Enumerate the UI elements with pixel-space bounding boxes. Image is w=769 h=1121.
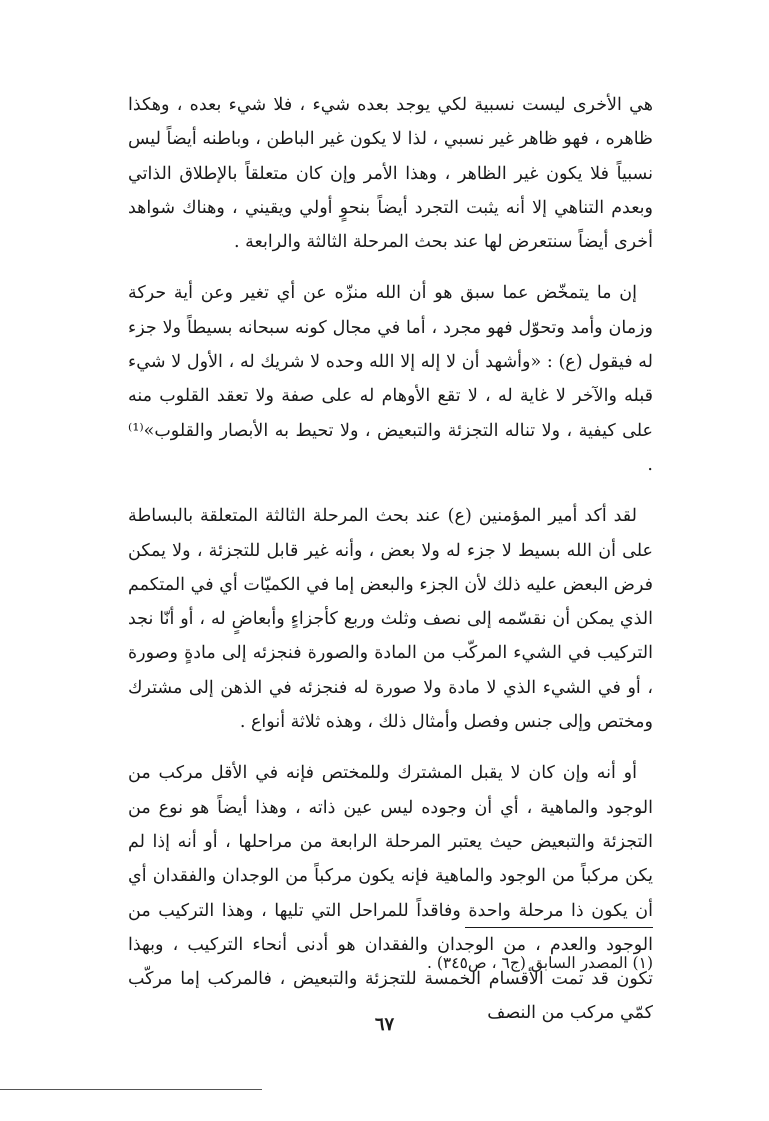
paragraph-3: لقد أكد أمير المؤمنين (ع) عند بحث المرحلة الثالثة المتعلقة بالبساطة على أن الله بسيط لا جزء له ولا بعض ، وأنه غير قابل للتجزئة ، ولا يمكن فرض البعض عليه ذلك لأن الجزء والبعض إما في الكميّات أي في المتكمم الذي يمكن أن نقسّمه إلى نصف وثلث وربع كأجزاءٍ وأبعاضٍ له ، أو أنّا نجد التركيب في الشيء المركّب من المادة والصورة فنجزئه إلى مادةٍ وصورة ، أو في الشيء الذي لا مادة ولا صورة له فنجزئه في الذهن إلى مشترك ومختص وإلى جنس وفصل وأمثال ذلك ، وهذه ثلاثة أنواع .: [128, 506, 653, 733]
body-text: [128, 88, 653, 1048]
footnote-divider: [465, 927, 653, 928]
footnote: (١) المصدر السابق (ج٦ ، ص٣٤٥) .: [427, 954, 653, 972]
paragraph-2: إن ما يتمخّض عما سبق هو أن الله منزّه عن أي تغير وعن أية حركة وزمان وأمد وتحوّل فهو مجرد ، أما في مجال كونه سبحانه بسيطاً ولا جزء له فيقول (ع) : «وأشهد أن لا إله إلا الله وحده لا شريك له ، الأول لا شيء قبله والآخر لا غاية له ، لا تقع الأوهام له على صفة ولا تعقد القلوب منه على كيفية ، ولا تناله التجزئة والتبعيض ، ولا تحيط به الأبصار والقلوب»⁽¹⁾ .: [128, 283, 653, 475]
paragraph-1: هي الأخرى ليست نسبية لكي يوجد بعده شيء ، فلا شيء بعده ، وهكذا ظاهره ، فهو ظاهر غير نسبي ، لذا لا يكون غير الباطن ، وباطنه أيضاً ليس نسبياً فلا يكون غير الظاهر ، وهذا الأمر وإن كان متعلقاً بالإطلاق الذاتي وبعدم التناهي إلا أنه يثبت التجرد أيضاً بنحوٍ أولي ويقيني ، وهناك شواهد أخرى أيضاً سنتعرض لها عند بحث المرحلة الثالثة والرابعة .: [128, 95, 653, 253]
scan-edge-line: [0, 1089, 262, 1090]
page-number: ٦٧: [374, 1014, 395, 1035]
paragraph-4: أو أنه وإن كان لا يقبل المشترك وللمختص فإنه في الأقل مركب من الوجود والماهية ، أي أن وجوده ليس عين ذاته ، وهذا أيضاً هو نوع من التجزئة والتبعيض حيث يعتبر المرحلة الرابعة من مراحلها ، أو أنه إذا لم يكن مركباً من الوجود والماهية فإنه يكون مركباً من الوجدان والفقدان أي أن يكون ذا مرحلة واحدة وفاقداً للمراحل التي تليها ، وهذا التركيب من الوجود والعدم ، من الوجدان والفقدان هو أدنى أنحاء التركيب ، وبهذا تكون قد تمت الأقسام الخمسة للتجزئة والتبعيض ، فالمركب إما مركّب كمّي مركب من النصف: [128, 763, 653, 1024]
